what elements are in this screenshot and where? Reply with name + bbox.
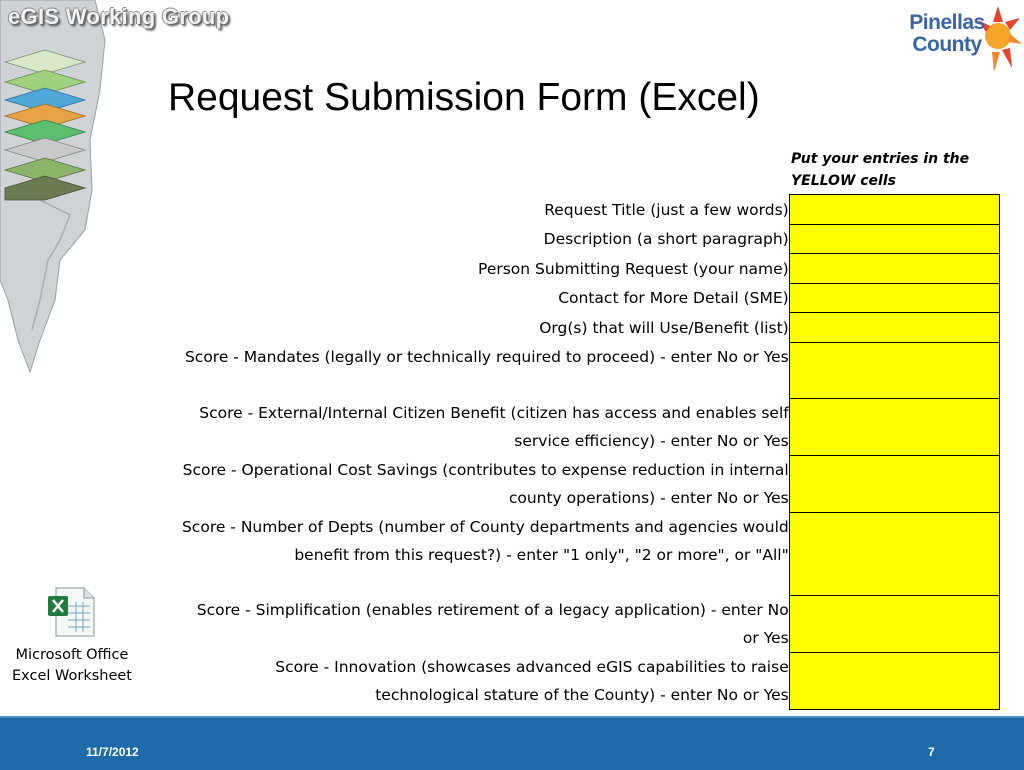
entry-cell[interactable] (789, 195, 999, 225)
entry-cell[interactable] (789, 398, 999, 455)
entry-cell[interactable] (789, 512, 999, 595)
field-label: Description (a short paragraph) (543, 230, 789, 248)
form-row (178, 455, 1000, 512)
field-label: Score - Simplification (enables retirement of a legacy application) - enter No or Yes (196, 601, 789, 647)
entry-cell[interactable] (789, 254, 999, 284)
footer-date: 11/7/2012 (86, 745, 139, 759)
form-row (178, 195, 1000, 225)
entry-cell[interactable] (789, 224, 999, 254)
form-row (178, 342, 1000, 398)
field-label: Score - External/Internal Citizen Benefit (citizen has access and enables self service efficiency) - enter No or Yes (199, 404, 789, 450)
form-row (178, 512, 1000, 595)
logo-text: Pinellas County (909, 11, 985, 56)
brand-wordmark: eGIS Working Group (8, 4, 230, 29)
form-row (178, 398, 1000, 455)
field-label: Org(s) that will Use/Benefit (list) (539, 318, 789, 337)
field-label: Request Title (just a few words) (544, 200, 789, 219)
entry-cell[interactable] (789, 342, 999, 398)
form-instruction: Put your entries in the YELLOW cells (791, 151, 970, 189)
form-row (178, 254, 1000, 284)
field-label: Person Submitting Request (your name) (478, 259, 789, 278)
entry-cell[interactable] (789, 595, 999, 652)
request-form-table (178, 194, 1000, 710)
field-label: Score - Innovation (showcases advanced eGIS capabilities to raise technological stature of the County) - enter No or Yes (275, 658, 789, 704)
excel-worksheet-icon[interactable] (46, 586, 98, 638)
form-row (178, 224, 1000, 254)
entry-cell[interactable] (789, 652, 999, 709)
field-label: Score - Mandates (legally or technically required to proceed) - enter No or Yes (184, 348, 789, 366)
footer-bar (0, 716, 1024, 770)
entry-cell[interactable] (789, 283, 999, 313)
page-number: 7 (928, 745, 935, 759)
form-row (178, 652, 1000, 709)
gis-layers-illustration (0, 0, 160, 380)
field-label: Score - Operational Cost Savings (contributes to expense reduction in internal county operations) - enter No or Yes (182, 461, 789, 507)
excel-object-caption[interactable]: Microsoft Office Excel Worksheet (11, 647, 132, 684)
field-label: Contact for More Detail (SME) (558, 289, 789, 307)
form-row (178, 313, 1000, 343)
field-label: Score - Number of Depts (number of County departments and agencies would benefit from this request?) - enter "1 only", "2 or more", or "All" (181, 518, 789, 564)
form-row (178, 595, 1000, 652)
page-title: Request Submission Form (Excel) (168, 76, 760, 119)
form-row (178, 283, 1000, 313)
entry-cell[interactable] (789, 313, 999, 343)
entry-cell[interactable] (789, 455, 999, 512)
